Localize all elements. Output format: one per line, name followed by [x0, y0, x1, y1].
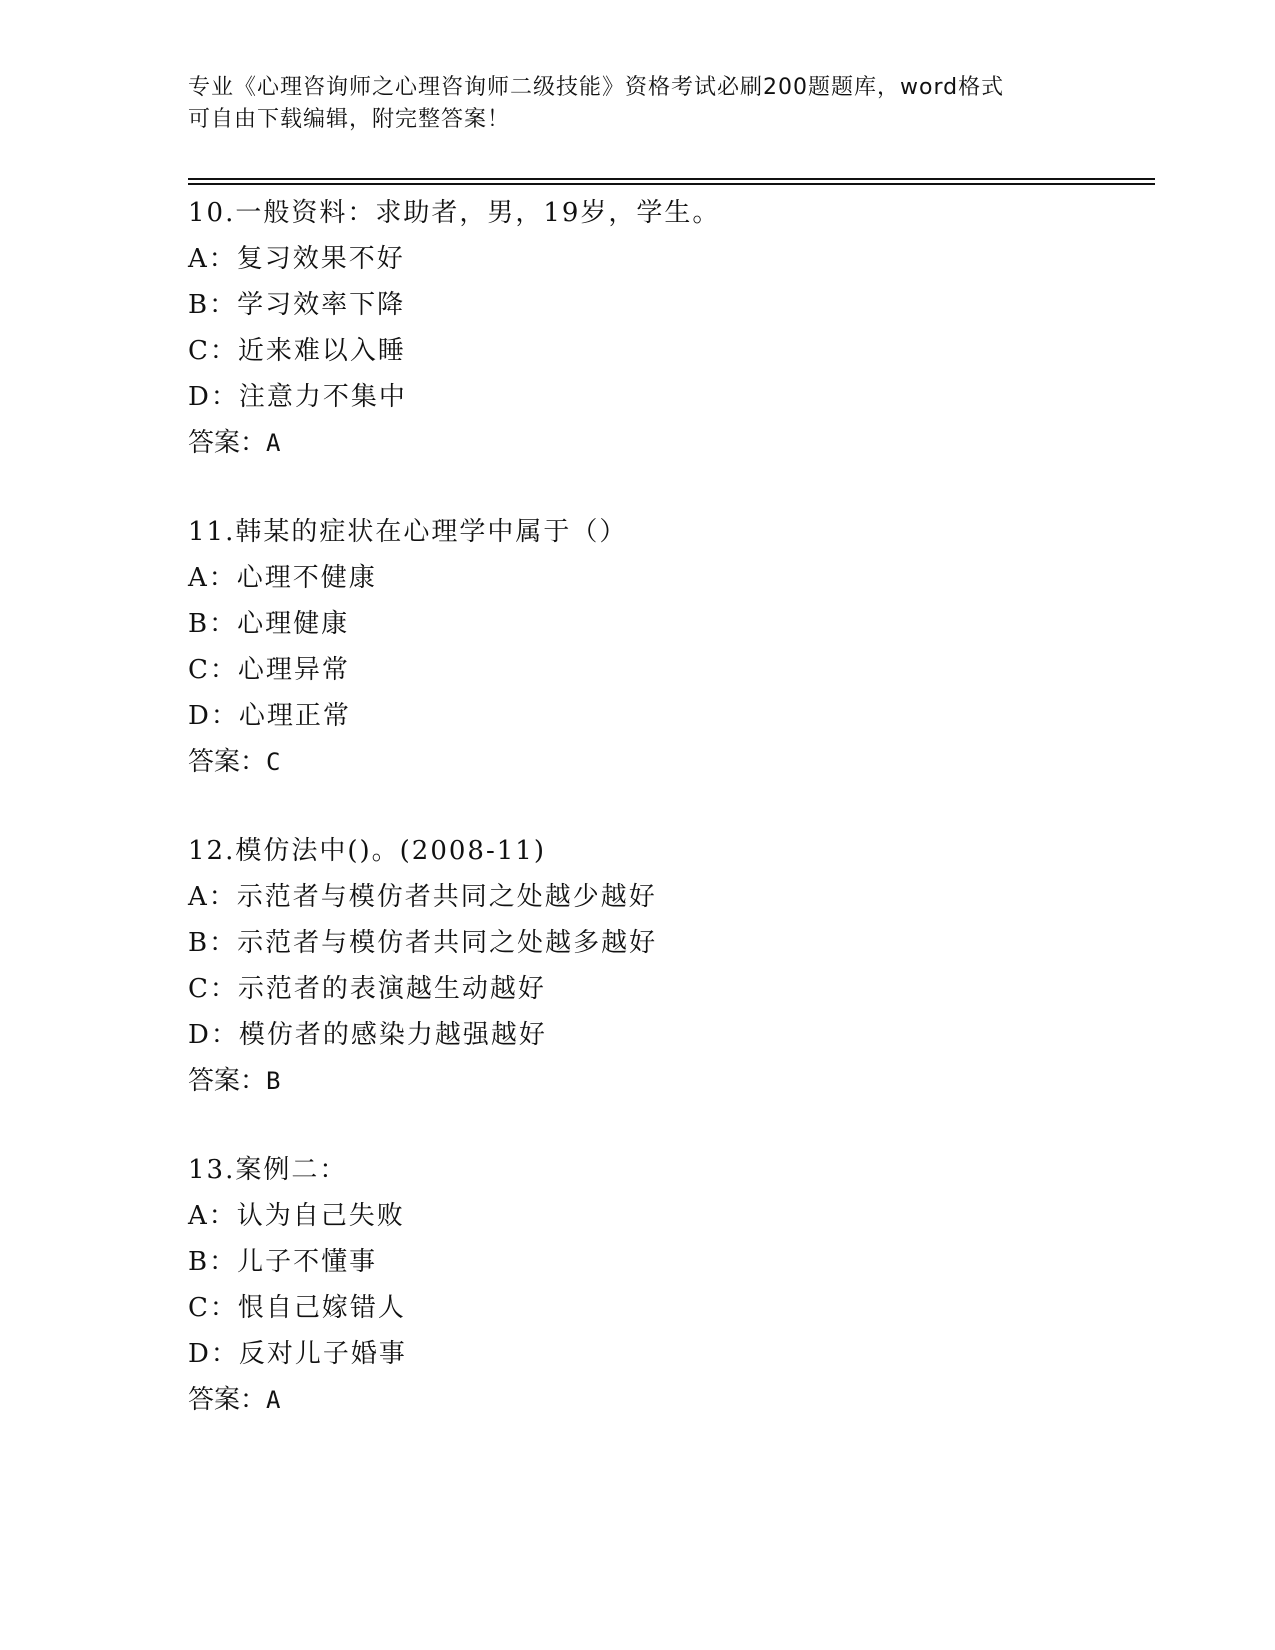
option-a: A：认为自己失败: [188, 1201, 405, 1231]
option-b: B：儿子不懂事: [188, 1247, 378, 1277]
option-d: D：反对儿子婚事: [188, 1339, 407, 1369]
answer-line: [188, 1058, 1128, 1104]
option-b: B：示范者与模仿者共同之处越多越好: [188, 928, 658, 958]
question-12: [188, 828, 1128, 1104]
question-11: [188, 509, 1128, 785]
option-b: B：学习效率下降: [188, 290, 406, 320]
question-stem: 12.模仿法中()。(2008-11): [188, 836, 546, 866]
header-line-1: 专业《心理咨询师之心理咨询师二级技能》资格考试必刷200题题库，word格式: [188, 75, 1005, 100]
answer-value: B: [266, 1067, 281, 1095]
option-a: A：复习效果不好: [188, 244, 405, 274]
option-c: C：近来难以入睡: [188, 336, 406, 366]
option-c: C：示范者的表演越生动越好: [188, 974, 546, 1004]
question-stem: 13.案例二：: [188, 1155, 348, 1185]
option-c: C：恨自己嫁错人: [188, 1293, 406, 1323]
option-a: A：示范者与模仿者共同之处越少越好: [188, 882, 657, 912]
answer-value: A: [266, 1386, 281, 1414]
option-a: A：心理不健康: [188, 563, 377, 593]
option-d: D：注意力不集中: [188, 382, 407, 412]
answer-value: C: [266, 748, 281, 776]
question-list: [188, 190, 1128, 1466]
answer-line: [188, 739, 1128, 785]
answer-label: 答案：: [188, 428, 267, 458]
header-divider-bottom: [188, 183, 1155, 185]
question-10: [188, 190, 1128, 466]
question-13: [188, 1147, 1128, 1423]
answer-label: 答案：: [188, 747, 267, 777]
document-header: [188, 72, 1068, 136]
option-b: B：心理健康: [188, 609, 350, 639]
option-d: D：模仿者的感染力越强越好: [188, 1020, 547, 1050]
option-d: D：心理正常: [188, 701, 351, 731]
answer-line: [188, 420, 1128, 466]
header-line-2: 可自由下载编辑，附完整答案！: [188, 107, 511, 132]
answer-value: A: [266, 429, 281, 457]
option-c: C：心理异常: [188, 655, 350, 685]
answer-label: 答案：: [188, 1385, 267, 1415]
answer-line: [188, 1377, 1128, 1423]
header-divider-top: [188, 178, 1155, 180]
question-stem: 10.一般资料：求助者，男，19岁，学生。: [188, 198, 721, 228]
question-stem: 11.韩某的症状在心理学中属于（）: [188, 517, 628, 547]
answer-label: 答案：: [188, 1066, 267, 1096]
